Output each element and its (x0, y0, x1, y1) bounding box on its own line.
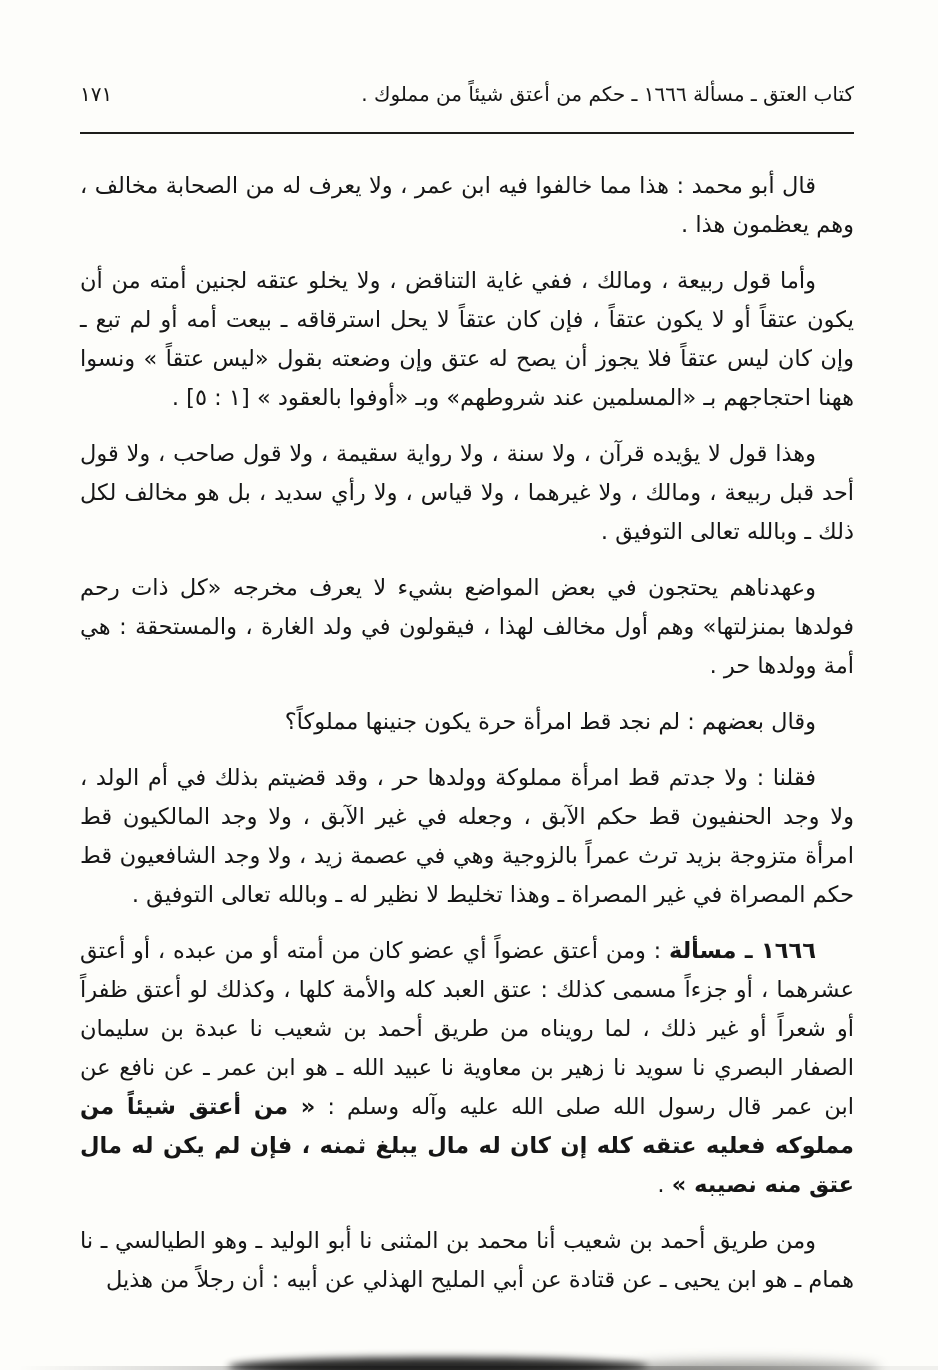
text-run: وعهدناهم يحتجون في بعض المواضع بشيء لا يعرف مخرجه «كل ذات رحم فولدها بمنزلتها» وهم أول مخالف لهذا ، فيقولون في ولد الغارة ، والمستحقة : هي أمة وولدها حر . (80, 575, 854, 679)
text-run: فقلنا : ولا جدتم قط امرأة مملوكة وولدها حر ، وقد قضيتم بذلك في أم الولد ، ولا وجد الحنفيون قط حكم الآبق ، وجعله في غير الآبق ، ولا وجد المالكيون قط امرأة متزوجة بزيد ترث عمراً بالزوجية وهي في عصمة زيد ، ولا وجد الشافعيون قط حكم المصراة في غير المصراة ـ وهذا تخليط لا نظير له ـ وبالله تعالى التوفيق . (80, 765, 854, 908)
header-rule (80, 132, 854, 134)
paragraph (80, 759, 854, 915)
text-run: ومن طريق أحمد بن شعيب أنا محمد بن المثنى نا أبو الوليد ـ وهو الطيالسي ـ نا همام ـ هو ابن يحيى ـ عن قتادة عن أبي المليح الهذلي عن أبيه : أن رجلاً من هذيل (80, 1228, 854, 1293)
running-head-title: كتاب العتق ـ مسألة ١٦٦٦ ـ حكم من أعتق شيئاً من مملوك . (361, 82, 854, 106)
bold-text-run: « من أعتق شيئاً من مملوكه فعليه عتقه كله إن كان له مال يبلغ ثمنه ، فإن لم يكن له مال عتق منه نصيبه » (80, 1094, 854, 1198)
paragraph (80, 703, 854, 742)
text-run: وهذا قول لا يؤيده قرآن ، ولا سنة ، ولا رواية سقيمة ، ولا قول صاحب ، ولا قول أحد قبل ربيعة ، ومالك ، ولا غيرهما ، ولا قياس ، ولا رأي سديد ، بل هو مخالف لكل ذلك ـ وبالله تعالى التوفيق . (80, 441, 854, 545)
paragraph (80, 262, 854, 418)
text-run: وقال بعضهم : لم نجد قط امرأة حرة يكون جنينها مملوكاً؟ (284, 709, 816, 735)
page-header (80, 82, 854, 106)
paragraph (80, 1222, 854, 1300)
paragraph (80, 167, 854, 245)
paragraph (80, 932, 854, 1205)
page-number: ١٧١ (80, 82, 113, 106)
text-run: . (657, 1172, 672, 1198)
bold-text-run: ١٦٦٦ ـ مسألة (669, 938, 816, 964)
text-run: وأما قول ربيعة ، ومالك ، ففي غاية التناقض ، ولا يخلو عتقه لجنين أمته من أن يكون عتقاً أو لا يكون عتقاً ، فإن كان عتقاً لا يحل استرقاقه ـ بيعت أمه أو لم تبع ـ وإن كان ليس عتقاً فلا يجوز أن يصح له عتق وإن وضعته بقول «ليس عتقاً » ونسوا ههنا احتجاجهم بـ «المسلمين عند شروطهم» وبـ «أوفوا بالعقود » [١ : ٥] . (80, 268, 854, 411)
page-content (80, 167, 854, 1300)
scan-bottom-edge (0, 1366, 938, 1370)
paragraph (80, 569, 854, 686)
text-run: : ومن أعتق عضواً أي عضو كان من أمته أو من عبده ، أو أعتق عشرهما ، أو جزءاً مسمى كذلك : عتق العبد كله والأمة كلها ، وكذلك لو أعتق ظفراً أو شعراً أو غير ذلك ، لما رويناه من طريق أحمد بن شعيب نا عبدة بن سليمان الصفار البصري نا سويد نا زهير بن معاوية نا عبيد الله ـ هو ابن عمر ـ عن نافع عن ابن عمر قال رسول الله صلى الله عليه وآله وسلم : (80, 938, 855, 1120)
text-run: قال أبو محمد : هذا مما خالفوا فيه ابن عمر ، ولا يعرف له من الصحابة مخالف ، وهم يعظمون هذا . (80, 173, 854, 238)
paragraph (80, 435, 854, 552)
